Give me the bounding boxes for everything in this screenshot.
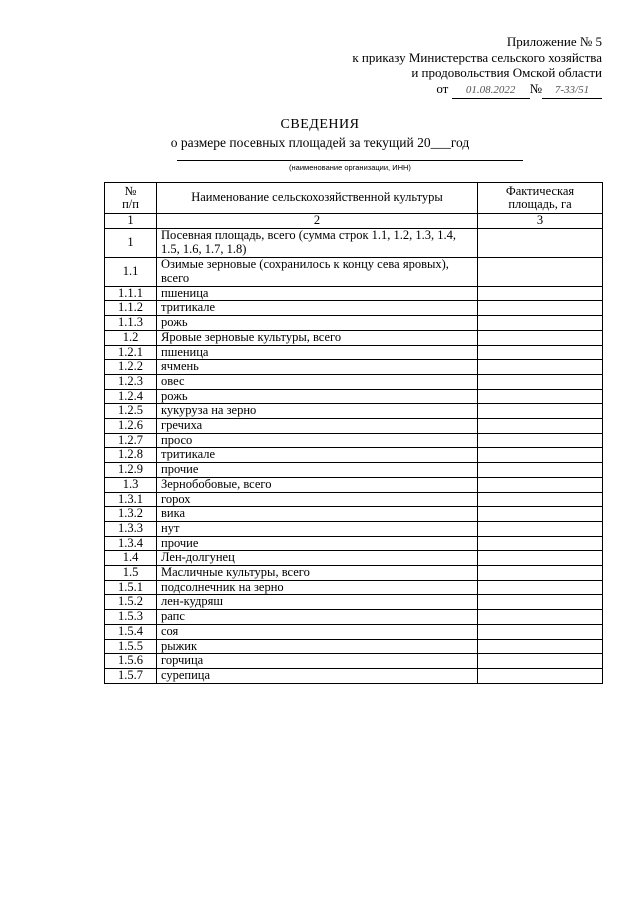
row-number: 1.5.1 xyxy=(105,580,157,595)
row-crop-name: рожь xyxy=(157,316,478,331)
row-number: 1.2.2 xyxy=(105,360,157,375)
row-crop-name: Масличные культуры, всего xyxy=(157,566,478,581)
row-crop-name: лен-кудряш xyxy=(157,595,478,610)
row-crop-name: пшеница xyxy=(157,286,478,301)
row-crop-name: гречиха xyxy=(157,419,478,434)
row-crop-name: рапс xyxy=(157,610,478,625)
table-row xyxy=(105,330,603,345)
row-crop-name: Озимые зерновые (сохранилось к концу сева яровых), всего xyxy=(157,257,478,286)
table-row xyxy=(105,536,603,551)
row-area-cell[interactable] xyxy=(478,360,603,375)
row-number: 1 xyxy=(105,228,157,257)
row-number: 1.4 xyxy=(105,551,157,566)
row-number: 1.2.3 xyxy=(105,374,157,389)
table-row xyxy=(105,492,603,507)
row-area-cell[interactable] xyxy=(478,477,603,492)
date-prefix: от xyxy=(436,80,449,96)
document-header xyxy=(202,34,602,99)
row-area-cell[interactable] xyxy=(478,507,603,522)
table-row xyxy=(105,624,603,639)
organization-fill-line xyxy=(177,160,523,161)
table-row xyxy=(105,463,603,478)
row-area-cell[interactable] xyxy=(478,639,603,654)
row-area-cell[interactable] xyxy=(478,595,603,610)
row-crop-name: Лен-долгунец xyxy=(157,551,478,566)
row-number: 1.2.4 xyxy=(105,389,157,404)
row-area-cell[interactable] xyxy=(478,521,603,536)
table-row xyxy=(105,389,603,404)
row-number: 1.1.1 xyxy=(105,286,157,301)
row-number: 1.5.6 xyxy=(105,654,157,669)
table-row xyxy=(105,257,603,286)
header-num: № п/п xyxy=(105,183,157,214)
order-number: 7-33/51 xyxy=(542,83,602,100)
table-row xyxy=(105,448,603,463)
row-crop-name: нут xyxy=(157,521,478,536)
row-crop-name: сурепица xyxy=(157,668,478,683)
table-row xyxy=(105,360,603,375)
table-row xyxy=(105,404,603,419)
row-crop-name: рыжик xyxy=(157,639,478,654)
row-number: 1.5.4 xyxy=(105,624,157,639)
row-area-cell[interactable] xyxy=(478,536,603,551)
row-crop-name: просо xyxy=(157,433,478,448)
table-row xyxy=(105,595,603,610)
organization-caption: (наименование организации, ИНН) xyxy=(289,163,411,172)
table-row xyxy=(105,316,603,331)
row-number: 1.2.1 xyxy=(105,345,157,360)
row-number: 1.3.1 xyxy=(105,492,157,507)
table-row xyxy=(105,433,603,448)
row-area-cell[interactable] xyxy=(478,448,603,463)
row-crop-name: вика xyxy=(157,507,478,522)
row-crop-name: горчица xyxy=(157,654,478,669)
row-area-cell[interactable] xyxy=(478,492,603,507)
row-number: 1.1.2 xyxy=(105,301,157,316)
row-area-cell[interactable] xyxy=(478,624,603,639)
row-crop-name: Яровые зерновые культуры, всего xyxy=(157,330,478,345)
row-crop-name: рожь xyxy=(157,389,478,404)
table-header-row xyxy=(105,183,603,214)
document-subtitle: о размере посевных площадей за текущий 20___год xyxy=(170,135,470,150)
table-row xyxy=(105,419,603,434)
row-number: 1.3.4 xyxy=(105,536,157,551)
table-row xyxy=(105,521,603,536)
table-row xyxy=(105,507,603,522)
row-number: 1.2 xyxy=(105,330,157,345)
order-date-number xyxy=(202,81,602,100)
row-number: 1.2.9 xyxy=(105,463,157,478)
table-row xyxy=(105,566,603,581)
ministry-name: и продовольствия Омской области xyxy=(411,65,602,80)
table-row xyxy=(105,580,603,595)
row-area-cell[interactable] xyxy=(478,566,603,581)
row-area-cell[interactable] xyxy=(478,330,603,345)
row-crop-name: соя xyxy=(157,624,478,639)
header-area: Фактическая площадь, га xyxy=(478,183,603,214)
row-crop-name: прочие xyxy=(157,463,478,478)
appendix-label: Приложение № 5 xyxy=(506,34,602,49)
row-area-cell[interactable] xyxy=(478,374,603,389)
row-number: 1.5.7 xyxy=(105,668,157,683)
row-area-cell[interactable] xyxy=(478,654,603,669)
order-date: 01.08.2022 xyxy=(452,83,530,100)
table-row xyxy=(105,345,603,360)
row-area-cell[interactable] xyxy=(478,301,603,316)
row-number: 1.3.3 xyxy=(105,521,157,536)
number-prefix: № xyxy=(529,80,542,96)
table-row xyxy=(105,639,603,654)
row-number: 1.2.7 xyxy=(105,433,157,448)
row-area-cell[interactable] xyxy=(478,551,603,566)
row-number: 1.5.2 xyxy=(105,595,157,610)
row-crop-name: кукуруза на зерно xyxy=(157,404,478,419)
row-area-cell[interactable] xyxy=(478,463,603,478)
row-number: 1.5.3 xyxy=(105,610,157,625)
row-crop-name: тритикале xyxy=(157,448,478,463)
column-number-row xyxy=(105,214,603,229)
row-number: 1.1.3 xyxy=(105,316,157,331)
table-row xyxy=(105,374,603,389)
row-area-cell[interactable] xyxy=(478,419,603,434)
row-area-cell[interactable] xyxy=(478,389,603,404)
row-crop-name: прочие xyxy=(157,536,478,551)
row-crop-name: Посевная площадь, всего (сумма строк 1.1, 1.2, 1.3, 1.4, 1.5, 1.6, 1.7, 1.8) xyxy=(157,228,478,257)
table-row xyxy=(105,477,603,492)
table-row xyxy=(105,286,603,301)
row-area-cell[interactable] xyxy=(478,610,603,625)
row-area-cell[interactable] xyxy=(478,316,603,331)
crop-area-table xyxy=(104,182,603,684)
row-crop-name: овес xyxy=(157,374,478,389)
row-crop-name: ячмень xyxy=(157,360,478,375)
document-title: СВЕДЕНИЯ xyxy=(280,117,360,132)
row-number: 1.5.5 xyxy=(105,639,157,654)
row-crop-name: горох xyxy=(157,492,478,507)
row-crop-name: Зернобобовые, всего xyxy=(157,477,478,492)
row-number: 1.3.2 xyxy=(105,507,157,522)
table-row xyxy=(105,654,603,669)
row-area-cell[interactable] xyxy=(478,580,603,595)
row-area-cell[interactable] xyxy=(478,257,603,286)
table-row xyxy=(105,668,603,683)
row-crop-name: тритикале xyxy=(157,301,478,316)
row-area-cell[interactable] xyxy=(478,404,603,419)
row-area-cell[interactable] xyxy=(478,228,603,257)
table-row xyxy=(105,610,603,625)
row-area-cell[interactable] xyxy=(478,286,603,301)
column-number: 2 xyxy=(157,214,478,229)
row-number: 1.3 xyxy=(105,477,157,492)
order-reference: к приказу Министерства сельского хозяйства xyxy=(352,49,602,65)
row-number: 1.2.6 xyxy=(105,419,157,434)
row-crop-name: подсолнечник на зерно xyxy=(157,580,478,595)
row-crop-name: пшеница xyxy=(157,345,478,360)
row-area-cell[interactable] xyxy=(478,433,603,448)
table-body xyxy=(105,228,603,683)
table-row xyxy=(105,551,603,566)
row-number: 1.2.8 xyxy=(105,448,157,463)
table-row xyxy=(105,228,603,257)
row-area-cell[interactable] xyxy=(478,668,603,683)
header-crop-name: Наименование сельскохозяйственной культуры xyxy=(157,183,478,214)
column-number: 1 xyxy=(105,214,157,229)
row-number: 1.5 xyxy=(105,566,157,581)
row-number: 1.1 xyxy=(105,257,157,286)
column-number: 3 xyxy=(478,214,603,229)
row-number: 1.2.5 xyxy=(105,404,157,419)
table-row xyxy=(105,301,603,316)
row-area-cell[interactable] xyxy=(478,345,603,360)
